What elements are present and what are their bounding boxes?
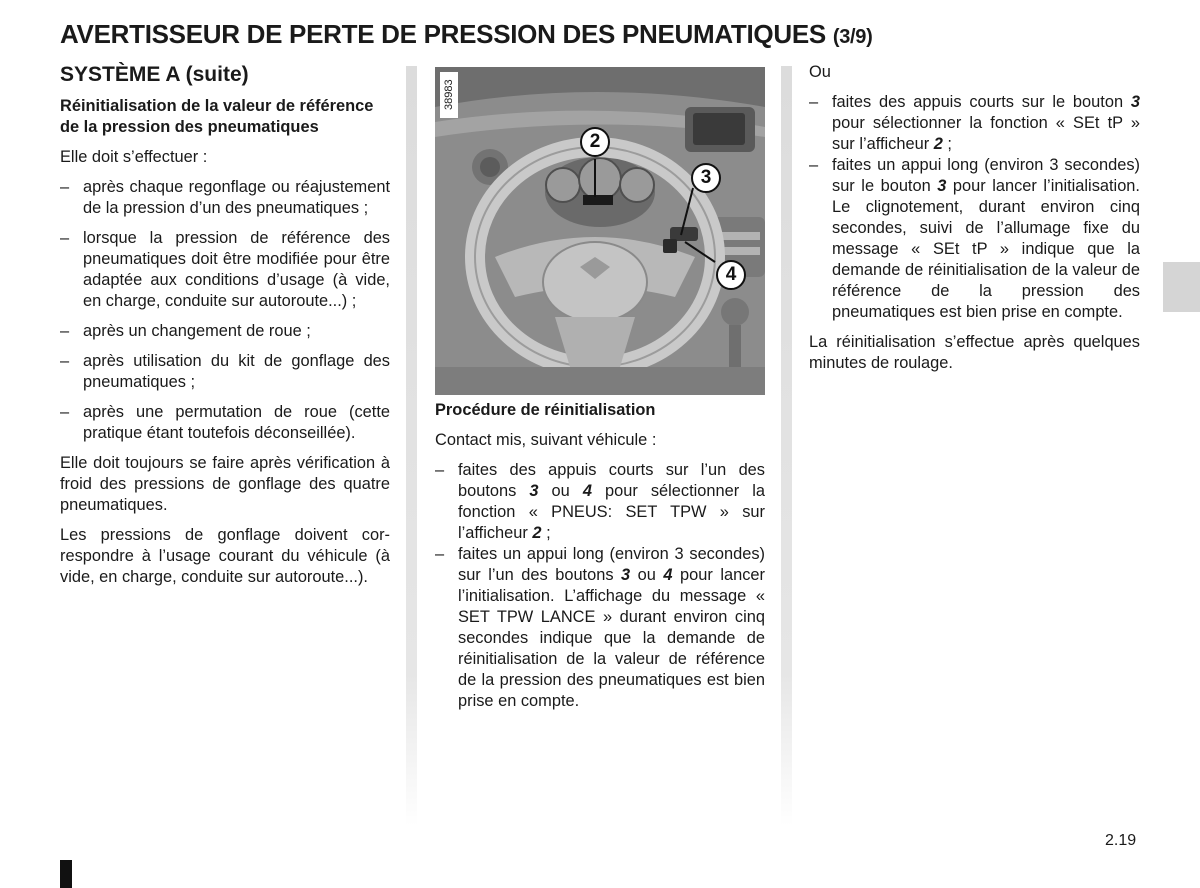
- column-divider-right: [781, 66, 792, 826]
- page-number: 2.19: [1105, 832, 1137, 849]
- list-item: – faites des appuis courts sur l’un des boutons 3 ou 4 pour sélectionner la fonction « PNEUS: SET TPW » sur l’afficheur 2 ;: [435, 461, 765, 542]
- column-middle: [435, 400, 765, 721]
- list-item: – après chaque regonflage ou réajustement de la pression d’un des pneumatiques ;: [60, 178, 390, 217]
- closing-paragraph: La réinitialisation s’effectue après quelques minutes de roulage.: [809, 333, 1140, 372]
- list-item: – après un changement de roue ;: [60, 322, 311, 340]
- subtitle-procedure: Procédure de réinitialisation: [435, 401, 656, 419]
- steering-wheel-drawing: [435, 67, 765, 395]
- column-divider-left: [406, 66, 417, 826]
- or-text: Ou: [809, 63, 831, 81]
- list-item: – après une permutation de roue (cette pratique étant toutefois déconseillée).: [60, 403, 390, 442]
- figure-reference-code: 38983: [440, 72, 458, 118]
- list-item: – faites un appui long (environ 3 secondes) sur le bouton 3 pour lancer l’initialisation. Le clignotement, durant environ cinq secondes, suivi de l’allumage fixe du message « SEt tP » indique que la demande de réinitialisation de la valeur de référence de la pression des pneumatiques est bien prise en compte.: [809, 156, 1140, 321]
- paragraph-verification: Elle doit toujours se faire après vérification à froid des pressions de gonflage des quatre pneumatiques.: [60, 454, 390, 514]
- callout-3: 3: [691, 163, 721, 193]
- subtitle-reinitialisation: Réinitialisation de la valeur de référence de la pression des pneumatiques: [60, 97, 374, 136]
- callout-2: 2: [580, 127, 610, 157]
- chapter-tab: [1163, 262, 1200, 312]
- intro-text: Elle doit s’effectuer :: [60, 148, 208, 166]
- paragraph-pressions: Les pressions de gonflage doivent correspondre à l’usage courant du véhicule (à vide, en charge, conduite sur autoroute...).: [60, 526, 390, 586]
- column-left: [60, 62, 390, 597]
- dashboard-illustration: [435, 67, 765, 395]
- page-title: [60, 18, 1060, 53]
- corner-mark: [60, 860, 72, 888]
- alternative-list: [809, 92, 1140, 323]
- column-right: [809, 62, 1140, 383]
- page-title-suffix: (3/9): [832, 26, 873, 48]
- list-item: – après utilisation du kit de gonflage des pneumatiques ;: [60, 352, 390, 391]
- procedure-intro: Contact mis, suivant véhicule :: [435, 431, 657, 449]
- page-title-text: AVERTISSEUR DE PERTE DE PRESSION DES PNEUMATIQUES: [60, 19, 826, 49]
- list-item: – faites un appui long (environ 3 secondes) sur l’un des boutons 3 ou 4 pour lancer l’initialisation. L’affichage du message « SET TPW LANCE » durant environ cinq secondes indique que la demande de réinitialisation de la valeur de référence de la pression des pneumatiques est bien prise en compte.: [435, 545, 765, 710]
- section-title: SYSTÈME A (suite): [60, 63, 249, 86]
- conditions-list: [60, 177, 390, 444]
- procedure-list: [435, 460, 765, 712]
- list-item: – lorsque la pression de référence des pneumatiques doit être modifiée pour être adaptée aux conditions d’usage (à vide, en charge, conduite sur autoroute...) ;: [60, 229, 390, 310]
- list-item: – faites des appuis courts sur le bouton 3 pour sélectionner la fonction « SEt tP » sur l’afficheur 2 ;: [809, 93, 1140, 153]
- callout-4: 4: [716, 260, 746, 290]
